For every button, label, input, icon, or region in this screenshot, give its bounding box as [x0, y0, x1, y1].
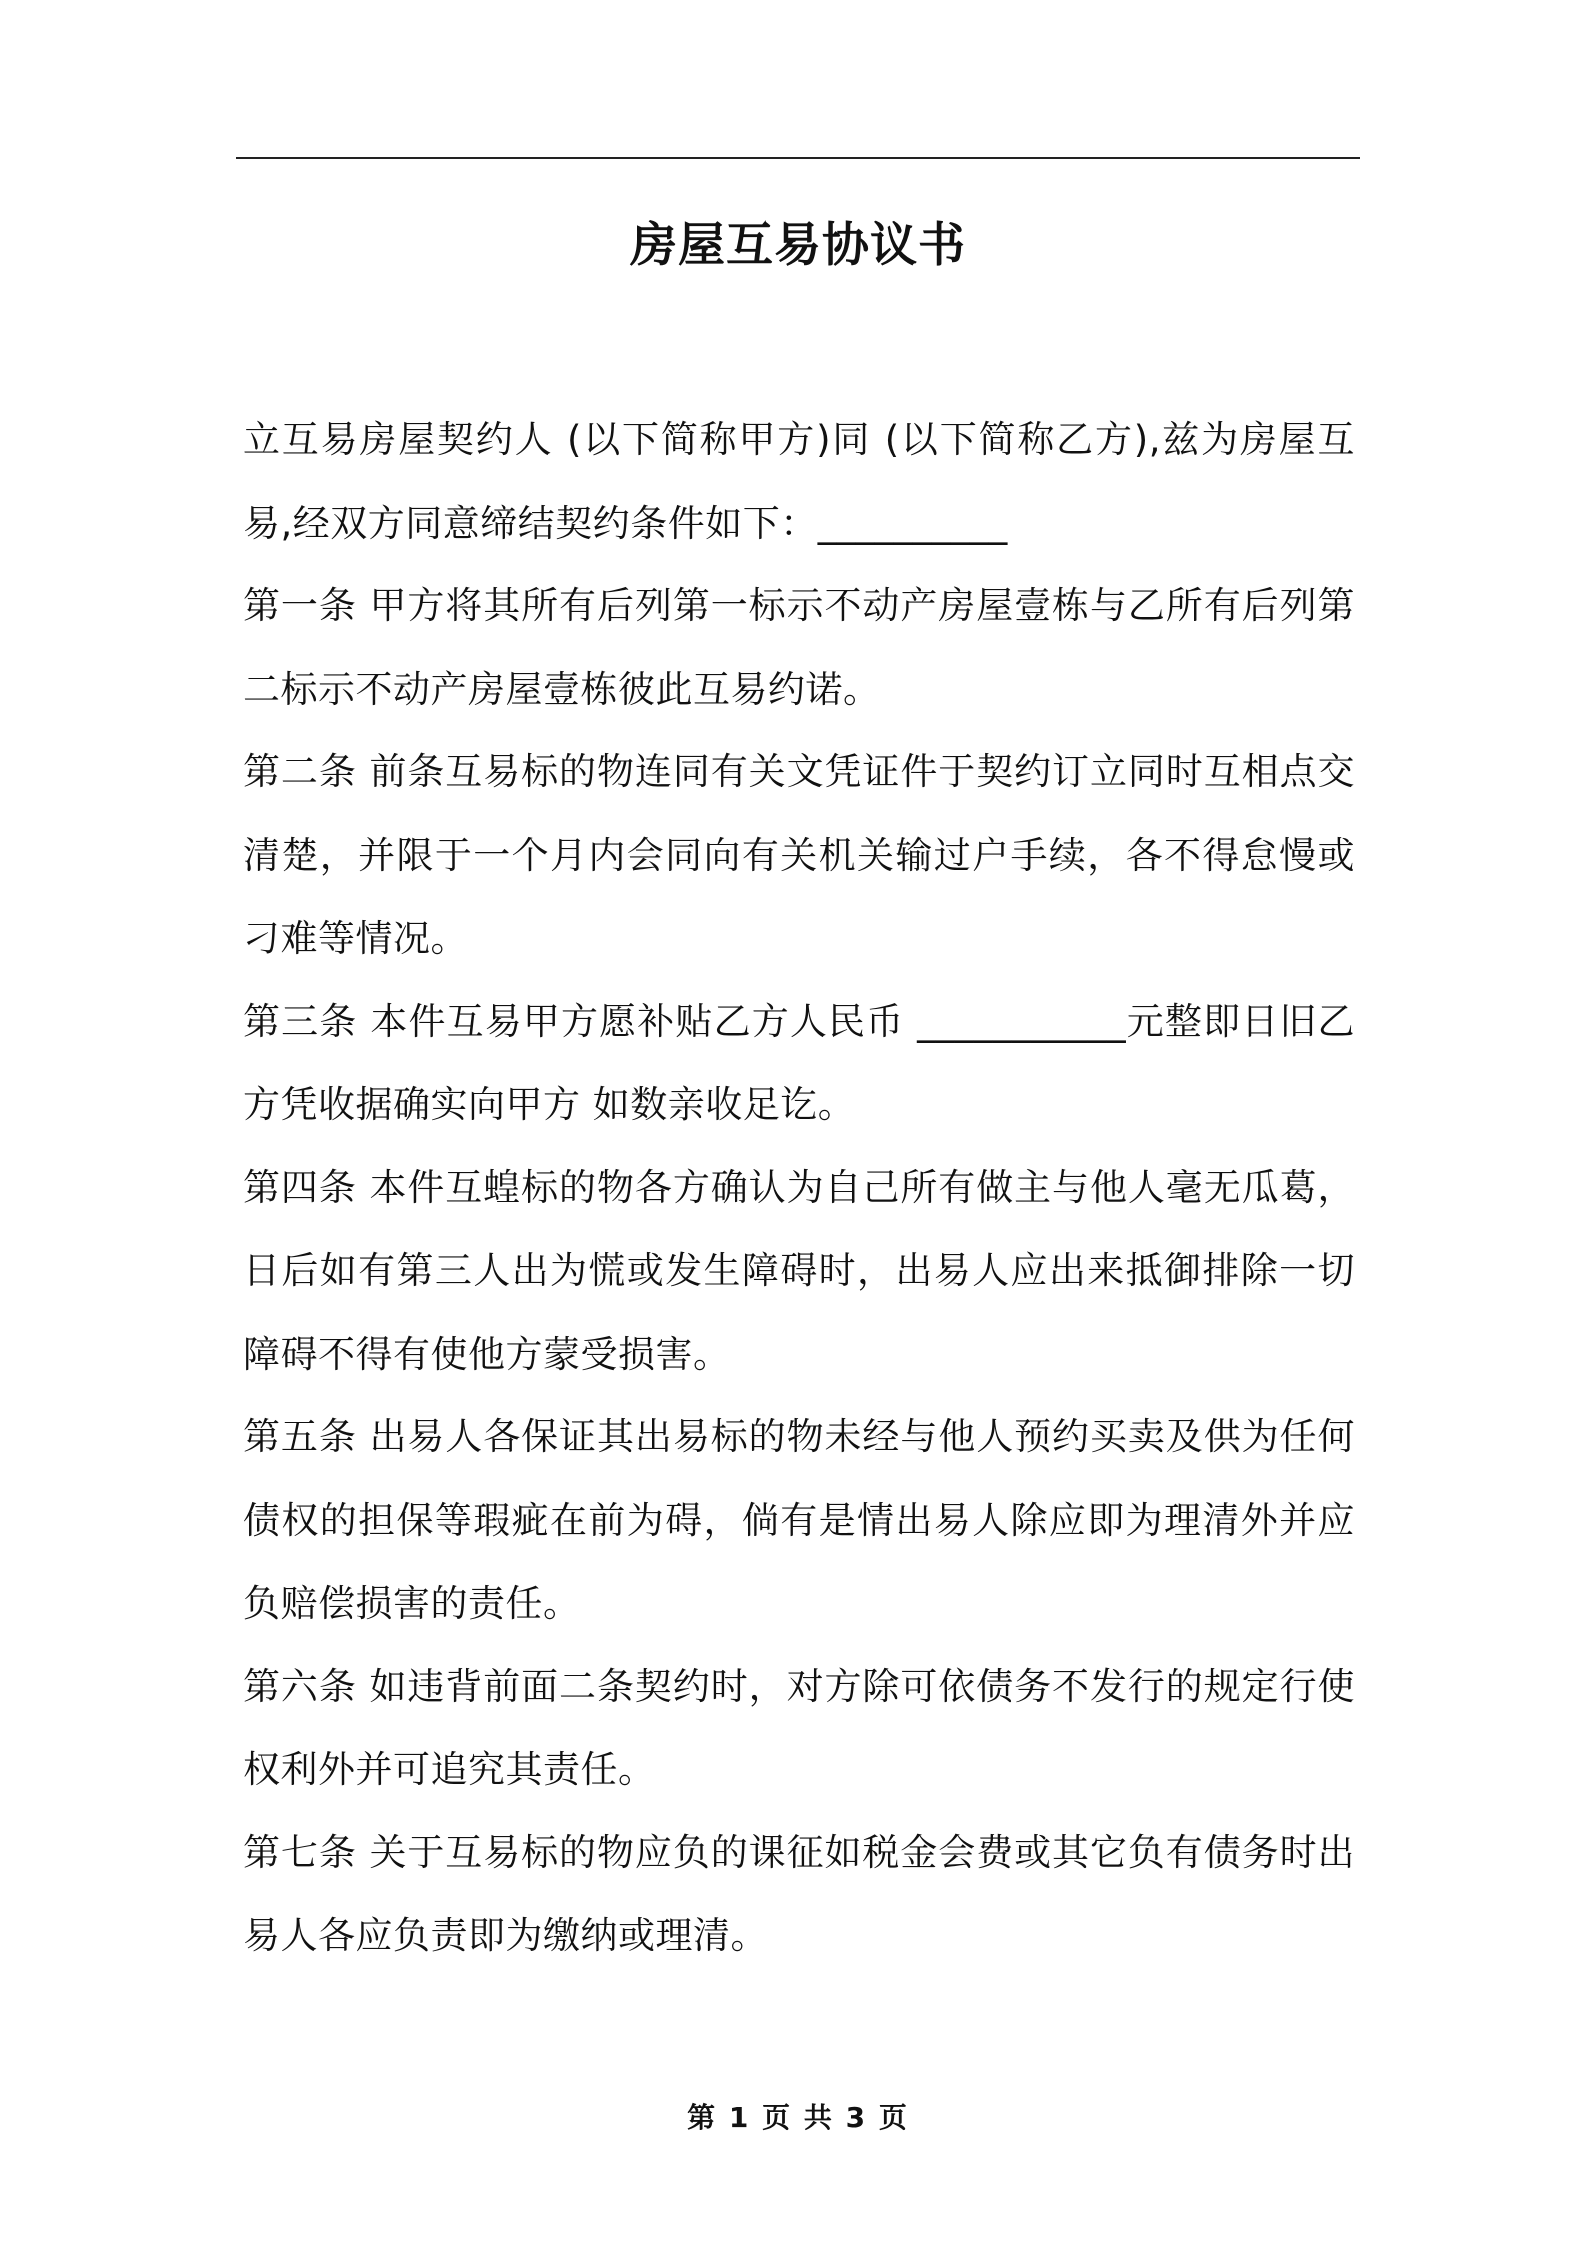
page-number-footer: 第 1 页 共 3 页	[687, 2101, 909, 2134]
paragraph-article-1: 第一条 甲方将其所有后列第一标示不动产房屋壹栋与乙所有后列第二标示不动产房屋壹栋彼此互易约诺。	[243, 584, 1355, 711]
paragraph-article-6: 第六条 如违背前面二条契约时，对方除可依债务不发行的规定行使权利外并可追究其责任。	[243, 1664, 1355, 1791]
paragraph-article-4: 第四条 本件互蝗标的物各方确认为自己所有做主与他人毫无瓜葛，日后如有第三人出为慌或发生障碍时，出易人应出来抵御排除一切障碍不得有使他方蒙受损害。	[243, 1165, 1355, 1376]
paragraph-article-3: 第三条 本件互易甲方愿补贴乙方人民币 ___________元整即日旧乙方凭收据确实向甲方 如数亲收足讫。	[243, 999, 1355, 1126]
document-body	[243, 398, 1355, 1977]
document-title: 房屋互易协议书	[630, 218, 966, 273]
paragraph-article-5: 第五条 出易人各保证其出易标的物未经与他人预约买卖及供为任何债权的担保等瑕疵在前为碍，倘有是情出易人除应即为理清外并应负赔偿损害的责任。	[243, 1415, 1355, 1625]
paragraph-preamble: 立互易房屋契约人 (以下简称甲方)同 (以下简称乙方),兹为房屋互易,经双方同意缔结契约条件如下：__________	[243, 418, 1355, 545]
paragraph-article-2: 第二条 前条互易标的物连同有关文凭证件于契约订立同时互相点交清楚，并限于一个月内会同向有关机关输过户手续，各不得怠慢或刁难等情况。	[243, 750, 1355, 960]
header-divider	[236, 157, 1360, 159]
paragraph-article-7: 第七条 关于互易标的物应负的课征如税金会费或其它负有债务时出易人各应负责即为缴纳或理清。	[243, 1830, 1355, 1957]
